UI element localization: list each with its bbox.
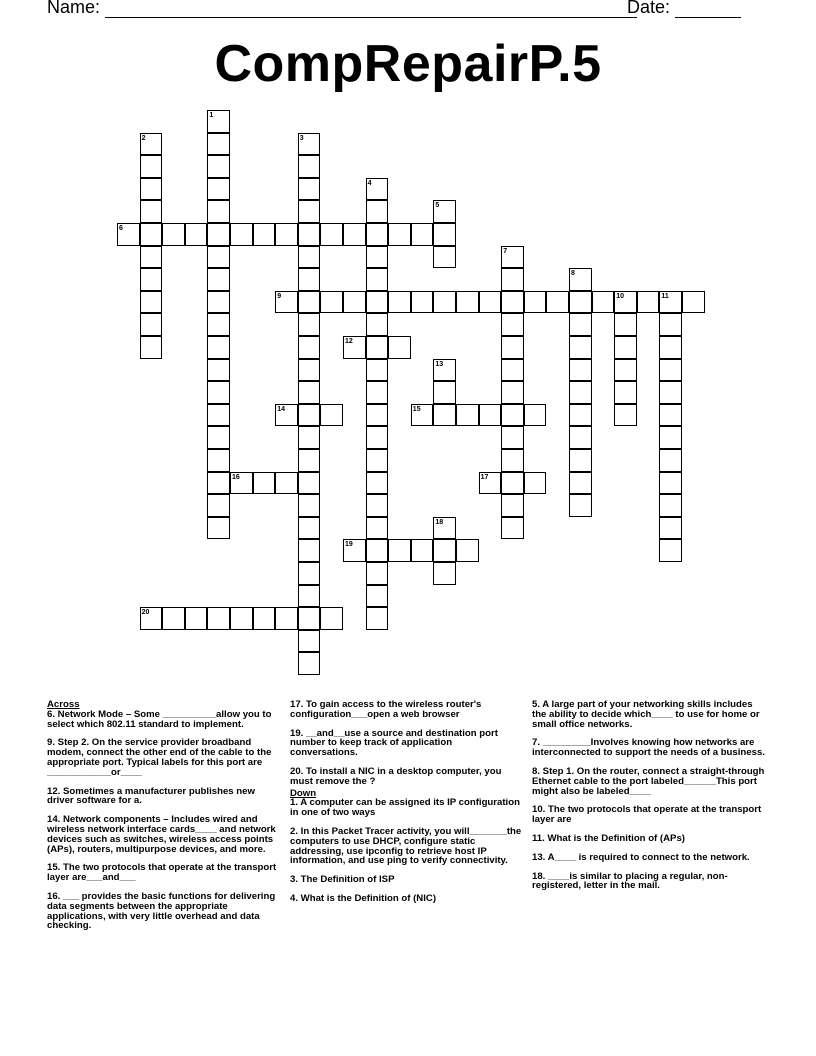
crossword-cell[interactable] [456,539,479,562]
crossword-cell[interactable] [298,517,321,540]
clue-column-1 [47,700,282,940]
crossword-cell[interactable] [298,268,321,291]
crossword-cell[interactable] [230,607,253,630]
clue-down-11: 11. What is the Definition of (APs) [532,832,685,844]
crossword-cell[interactable] [298,313,321,336]
crossword-cell[interactable] [298,652,321,675]
crossword-cell[interactable] [614,404,637,427]
crossword-cell[interactable] [524,404,547,427]
crossword-cell[interactable] [366,426,389,449]
crossword-cell[interactable] [501,426,524,449]
crossword-cell[interactable] [479,404,502,427]
crossword-cell[interactable] [659,404,682,427]
crossword-cell[interactable] [207,426,230,449]
crossword-cell[interactable] [253,607,276,630]
crossword-cell[interactable] [366,336,389,359]
crossword-cell[interactable] [659,381,682,404]
crossword-cell[interactable] [366,472,389,495]
crossword-cell[interactable] [388,223,411,246]
clue-down-18: 18. ____is similar to placing a regular, non-registered, letter in the mail. [532,870,728,892]
clue-across-15: 15. The two protocols that operate at the transport layer are___and___ [47,862,277,884]
crossword-cell[interactable] [140,313,163,336]
crossword-cell[interactable] [298,404,321,427]
crossword-cell[interactable] [162,607,185,630]
crossword-cell[interactable] [501,268,524,291]
crossword-cell[interactable] [501,291,524,314]
crossword-cell[interactable] [207,313,230,336]
clue-number-20: 20 [141,609,150,617]
page-title: CompRepairP.5 [214,35,602,93]
crossword-cell[interactable] [298,630,321,653]
crossword-cell[interactable] [298,607,321,630]
crossword-cell[interactable] [366,404,389,427]
crossword-cell[interactable] [298,562,321,585]
across-heading: Across [47,699,80,710]
crossword-cell[interactable] [501,336,524,359]
crossword-cell[interactable] [569,291,592,314]
crossword-cell[interactable] [366,313,389,336]
crossword-cell[interactable] [298,336,321,359]
crossword-cell[interactable] [298,426,321,449]
clue-across-12: 12. Sometimes a manufacturer publishes new driver software for a. [47,785,255,807]
crossword-cell[interactable] [207,336,230,359]
crossword-cell[interactable] [207,155,230,178]
clue-across-14: 14. Network components – Includes wired and wireless network interface cards____ and network devices such as switches, wireless access points (APs), routers, multipurpose devices, and more. [47,814,276,855]
crossword-cell[interactable] [433,404,456,427]
clue-column-2 [290,700,522,913]
crossword-cell[interactable] [320,404,343,427]
crossword-cell[interactable] [162,223,185,246]
crossword-cell[interactable] [298,200,321,223]
crossword-cell[interactable] [207,449,230,472]
crossword-cell[interactable] [433,562,456,585]
crossword-cell[interactable] [320,291,343,314]
crossword-cell[interactable] [207,494,230,517]
crossword-cell[interactable] [275,607,298,630]
clue-down-13: 13. A____ is required to connect to the network. [532,851,750,863]
crossword-cell[interactable] [366,562,389,585]
crossword-cell[interactable] [366,359,389,382]
clue-across-16: 16. ___ provides the basic functions for delivering data segments between the appropriate applications, with very little overhead and data checking. [47,890,276,932]
clue-number-2: 2 [141,134,146,142]
crossword-cell[interactable] [207,178,230,201]
crossword-cell[interactable] [569,381,592,404]
clue-down-5: 5. A large part of your networking skills includes the ability to decide which____ to use for home or small office networks. [532,699,760,730]
clue-number-16: 16 [232,473,240,481]
crossword-cell[interactable] [207,472,230,495]
crossword-cell[interactable] [569,359,592,382]
crossword-cell[interactable] [207,291,230,314]
crossword-cell[interactable] [592,291,615,314]
crossword-cell[interactable] [185,607,208,630]
clue-down-3: 3. The Definition of ISP [290,874,395,886]
crossword-cell[interactable] [659,449,682,472]
crossword-cell[interactable] [366,517,389,540]
crossword-cell[interactable] [207,223,230,246]
crossword-cell[interactable] [298,359,321,382]
clue-number-6: 6 [119,225,123,232]
crossword-cell[interactable] [366,539,389,562]
clue-number-3: 3 [299,134,304,142]
clue-down-1: 1. A computer can be assigned its IP configuration in one of two ways [290,797,520,819]
crossword-cell[interactable] [207,517,230,540]
crossword-cell[interactable] [456,404,479,427]
crossword-cell[interactable] [207,381,230,404]
crossword-cell[interactable] [298,381,321,404]
crossword-cell[interactable] [659,517,682,540]
clue-number-12: 12 [345,338,353,345]
crossword-cell[interactable] [298,178,321,201]
crossword-cell[interactable] [659,539,682,562]
crossword-cell[interactable] [320,223,343,246]
crossword-cell[interactable] [569,494,592,517]
clue-number-5: 5 [435,202,440,210]
crossword-cell[interactable] [501,359,524,382]
clue-across-6: 6. Network Mode – Some __________allow you to select which 802.11 standard to implement. [47,708,272,730]
crossword-cell[interactable] [207,359,230,382]
clue-down-2: 2. In this Packet Tracer activity, you will_______the computers to use DHCP, configure static addressing, use ipconfig to retrieve host IP information, and use ping to verify connectivity. [290,825,522,867]
clue-number-18: 18 [435,518,444,526]
crossword-cell[interactable] [366,449,389,472]
crossword-cell[interactable] [298,223,321,246]
clue-number-7: 7 [503,247,508,255]
crossword-cell[interactable] [614,313,637,336]
clue-number-17: 17 [480,473,489,481]
crossword-cell[interactable] [298,291,321,314]
crossword-cell[interactable] [569,404,592,427]
crossword-cell[interactable] [343,223,366,246]
crossword-cell[interactable] [253,223,276,246]
crossword-cell[interactable] [411,539,434,562]
crossword-cell[interactable] [366,607,389,630]
crossword-cell[interactable] [140,336,163,359]
clue-across-9: 9. Step 2. On the service provider broadband modem, connect the other end of the cable to the appropriate port. Typical labels for this port are ____________or____ [47,737,272,778]
crossword-cell[interactable] [366,494,389,517]
crossword-cell[interactable] [140,200,163,223]
crossword-cell[interactable] [456,291,479,314]
crossword-cell[interactable] [366,268,389,291]
name-label: Name: [47,0,101,17]
crossword-cell[interactable] [207,133,230,156]
crossword-cell[interactable] [411,223,434,246]
crossword-cell[interactable] [275,223,298,246]
crossword-cell[interactable] [298,246,321,269]
crossword-cell[interactable] [388,291,411,314]
date-label: Date: [627,0,671,17]
crossword-cell[interactable] [320,607,343,630]
crossword-cell[interactable] [501,404,524,427]
crossword-cell[interactable] [501,494,524,517]
clue-number-1: 1 [209,112,214,119]
crossword-cell[interactable] [140,223,163,246]
crossword-cell[interactable] [659,494,682,517]
clue-across-17: 17. To gain access to the wireless router's configuration___open a web browser [290,699,482,720]
crossword-cell[interactable] [569,449,592,472]
clue-number-4: 4 [367,179,372,187]
clue-across-19: 19. __and__use a source and destination port number to keep track of application conversations. [290,727,498,759]
crossword-cell[interactable] [614,381,637,404]
crossword-cell[interactable] [253,472,276,495]
crossword-cell[interactable] [366,381,389,404]
crossword-cell[interactable] [433,291,456,314]
clue-number-15: 15 [412,405,421,413]
crossword-cell[interactable] [388,539,411,562]
crossword-cell[interactable] [659,472,682,495]
down-heading: Down [290,787,317,799]
clue-number-11: 11 [661,292,669,300]
crossword-cell[interactable] [207,200,230,223]
crossword-cell[interactable] [659,313,682,336]
crossword-cell[interactable] [433,539,456,562]
crossword-cell[interactable] [569,313,592,336]
crossword-cell[interactable] [140,246,163,269]
crossword-cell[interactable] [207,404,230,427]
crossword-cell[interactable] [433,246,456,269]
clue-number-14: 14 [277,405,285,413]
crossword-cell[interactable] [501,449,524,472]
crossword-cell[interactable] [140,268,163,291]
crossword-cell[interactable] [388,336,411,359]
clue-across-20: 20. To install a NIC in a desktop computer, you must remove the ? [290,765,502,787]
crossword-cell[interactable] [659,359,682,382]
crossword-cell[interactable] [524,472,547,495]
crossword-cell[interactable] [501,313,524,336]
clue-down-4: 4. What is the Definition of (NIC) [290,892,437,904]
crossword-cell[interactable] [569,426,592,449]
crossword-cell[interactable] [140,291,163,314]
crossword-cell[interactable] [207,607,230,630]
clue-column-3 [532,700,768,900]
crossword-cell[interactable] [366,291,389,314]
crossword-cell[interactable] [433,223,456,246]
crossword-cell[interactable] [366,200,389,223]
clue-number-19: 19 [345,541,353,549]
crossword-cell[interactable] [479,291,502,314]
crossword-cell[interactable] [637,291,660,314]
clue-down-8: 8. Step 1. On the router, connect a straight-through Ethernet cable to the port labeled______This port might also be labeled____ [532,765,765,797]
crossword-cell[interactable] [614,359,637,382]
crossword-cell[interactable] [140,155,163,178]
crossword-cell[interactable] [230,223,253,246]
crossword-cell[interactable] [524,291,547,314]
crossword-cell[interactable] [659,336,682,359]
clue-down-7: 7. _________Involves knowing how networks are interconnected to support the needs of a business. [532,737,765,759]
clue-number-10: 10 [616,292,624,300]
crossword-cell[interactable] [140,178,163,201]
crossword-cell[interactable] [546,291,569,314]
crossword-cell[interactable] [207,268,230,291]
crossword-cell[interactable] [275,472,298,495]
crossword-cell[interactable] [411,291,434,314]
crossword-cell[interactable] [343,291,366,314]
crossword-cell[interactable] [569,472,592,495]
crossword-cell[interactable] [501,517,524,540]
crossword-cell[interactable] [366,223,389,246]
crossword-cell[interactable] [298,494,321,517]
crossword-cell[interactable] [501,381,524,404]
crossword-cell[interactable] [569,336,592,359]
crossword-cell[interactable] [298,585,321,608]
crossword-cell[interactable] [682,291,705,314]
crossword-cell[interactable] [433,381,456,404]
crossword-cell[interactable] [659,426,682,449]
clue-number-9: 9 [277,292,282,300]
crossword-cell[interactable] [366,585,389,608]
crossword-cell[interactable] [207,246,230,269]
crossword-cell[interactable] [298,155,321,178]
clue-number-8: 8 [571,270,575,278]
clue-number-13: 13 [435,360,444,368]
crossword-cell[interactable] [366,246,389,269]
crossword-cell[interactable] [298,539,321,562]
crossword-cell[interactable] [298,472,321,495]
crossword-cell[interactable] [185,223,208,246]
crossword-cell[interactable] [501,472,524,495]
crossword-cell[interactable] [298,449,321,472]
clue-down-10: 10. The two protocols that operate at the transport layer are [532,804,762,826]
crossword-cell[interactable] [614,336,637,359]
